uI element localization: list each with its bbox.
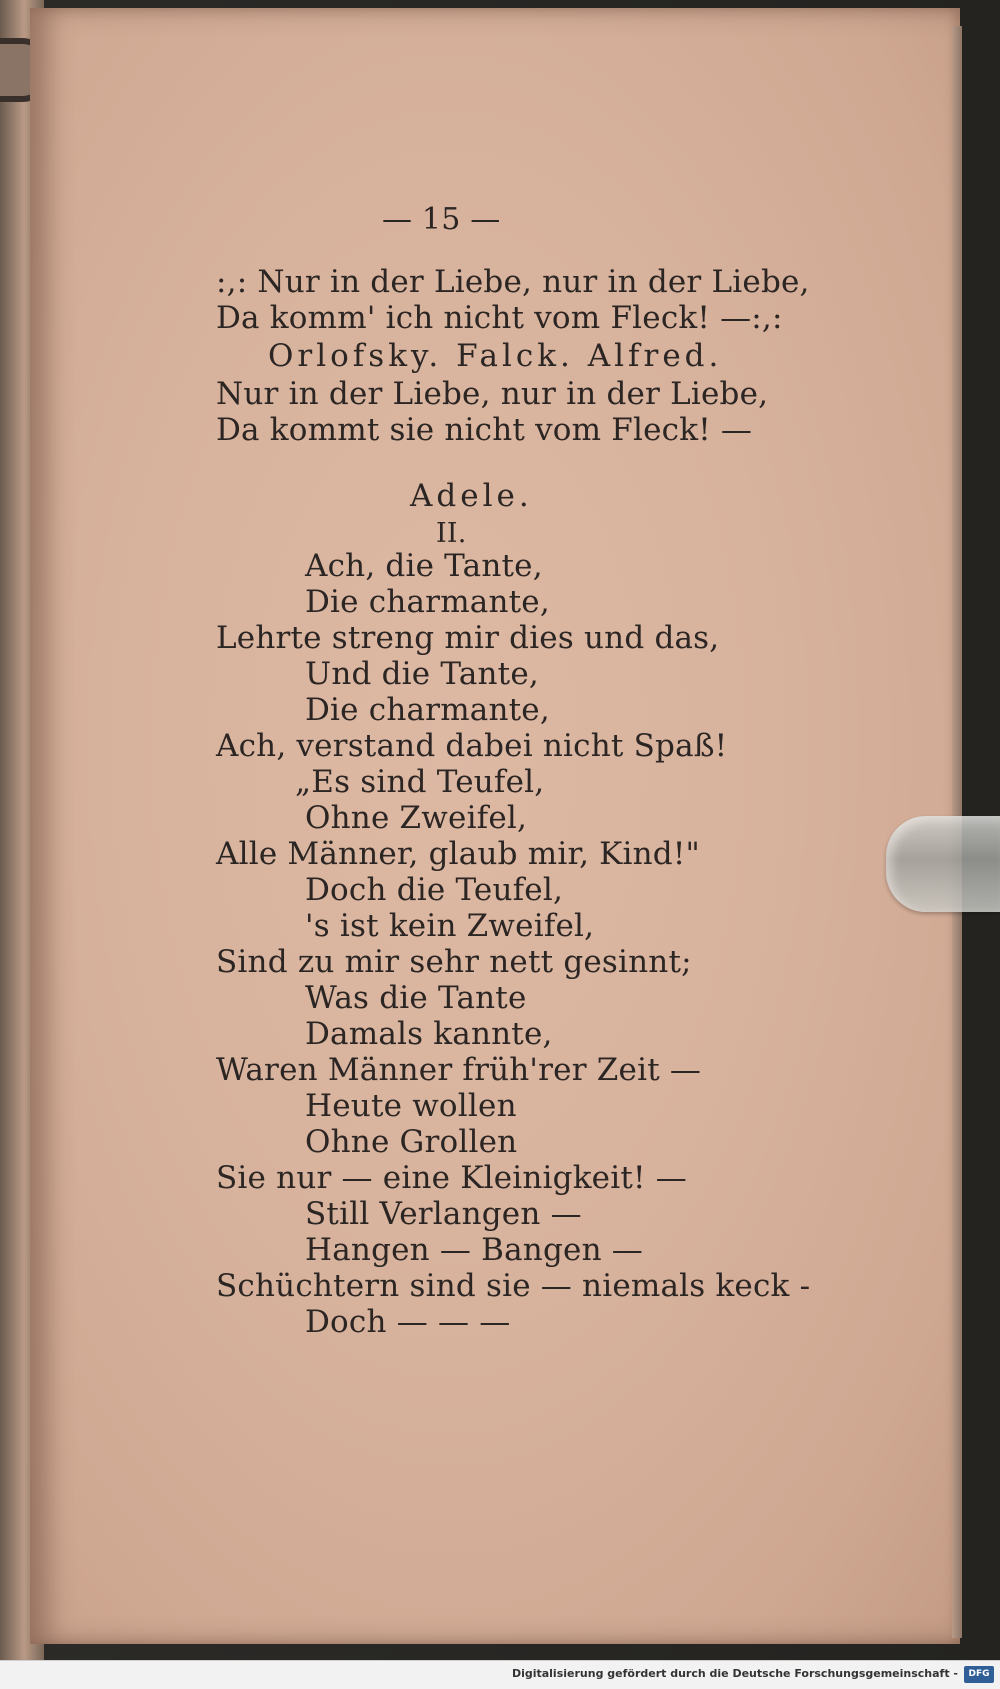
verse-line: Und die Tante, — [305, 656, 539, 692]
page-text — [30, 8, 960, 1644]
verse-line: Waren Männer früh'rer Zeit — — [216, 1052, 702, 1088]
verse-line: Nur in der Liebe, nur in der Liebe, — [216, 376, 769, 412]
book-page — [30, 8, 960, 1644]
verse-line: Sie nur — eine Kleinigkeit! — — [216, 1160, 687, 1196]
digitization-footer — [0, 1660, 1000, 1689]
dfg-logo-icon: DFG — [964, 1666, 994, 1683]
speaker-name: Adele. — [410, 478, 533, 514]
verse-line: „Es sind Teufel, — [295, 764, 545, 800]
verse-line: Alle Männer, glaub mir, Kind!" — [216, 836, 700, 872]
verse-line: Sind zu mir sehr nett gesinnt; — [216, 944, 692, 980]
verse-line: Ach, die Tante, — [305, 548, 543, 584]
verse-line: Lehrte streng mir dies und das, — [216, 620, 720, 656]
verse-line: Hangen — Bangen — — [305, 1232, 643, 1268]
verse-line: :,: Nur in der Liebe, nur in der Liebe, — [216, 264, 810, 300]
verse-line: Damals kannte, — [305, 1016, 553, 1052]
page-number: — 15 — — [382, 202, 501, 237]
verse-line: Da kommt sie nicht vom Fleck! — — [216, 412, 753, 448]
verse-line: Ohne Zweifel, — [305, 800, 528, 836]
verse-line: Ohne Grollen — [305, 1124, 518, 1160]
verse-line: Da komm' ich nicht vom Fleck! —:,: — [216, 300, 783, 336]
verse-line: Die charmante, — [305, 584, 550, 620]
verse-line: Doch — — — — [305, 1304, 511, 1340]
page-clip — [886, 816, 1000, 912]
verse-line: Heute wollen — [305, 1088, 517, 1124]
verse-line: Was die Tante — [305, 980, 527, 1016]
verse-line: Doch die Teufel, — [305, 872, 564, 908]
verse-line: Ach, verstand dabei nicht Spaß! — [216, 728, 728, 764]
verse-line: 's ist kein Zweifel, — [305, 908, 595, 944]
verse-line: Still Verlangen — — [305, 1196, 582, 1232]
footer-credit: Digitalisierung gefördert durch die Deutsche Forschungsgemeinschaft - — [511, 1667, 958, 1680]
stanza-number: II. — [436, 518, 467, 549]
verse-line: Schüchtern sind sie — niemals keck - — [216, 1268, 811, 1304]
verse-line: Die charmante, — [305, 692, 550, 728]
speaker-names: Orlofsky. Falck. Alfred. — [268, 338, 723, 374]
